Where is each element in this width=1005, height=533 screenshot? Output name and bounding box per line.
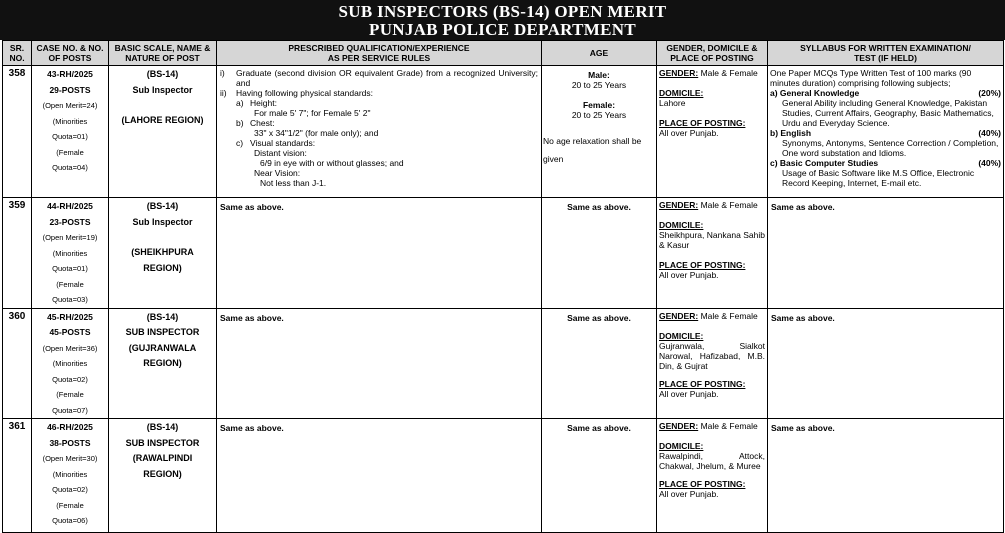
domicile-value: Lahore	[659, 98, 686, 108]
qual-a-key: a)	[236, 98, 244, 108]
header-case: CASE NO. & NO. OF POSTS	[32, 41, 109, 66]
age-female-label: Female:	[582, 100, 616, 110]
posting-value: All over Punjab.	[659, 489, 719, 499]
minorities-label: (Minorities	[52, 248, 88, 258]
qualification-cell: Same as above.	[217, 198, 542, 309]
syllabus-b-title: b) English	[770, 128, 812, 138]
qual-c-distant-value: 6/9 in eye with or without glasses; and	[260, 158, 404, 168]
female-quota: Quota=04)	[52, 163, 88, 172]
sr-no: 360	[3, 308, 32, 419]
header-syllabus-line-2: TEST (IF HELD)	[854, 53, 917, 63]
age-cell: Same as above.	[542, 308, 657, 419]
case-no: 45-RH/2025	[47, 311, 93, 322]
post-name: SUB INSPECTOR	[125, 437, 200, 448]
table-row	[3, 308, 1004, 419]
gender-cell	[657, 198, 768, 309]
open-merit: (Open Merit=19)	[42, 233, 98, 242]
syllabus-c-title: c) Basic Computer Studies	[770, 158, 879, 168]
region: (GUJRANWALA	[128, 342, 197, 353]
gender-label: GENDER:	[659, 421, 699, 431]
qual-b-key: b)	[236, 118, 244, 128]
age-note: No age relaxation shall be given	[543, 136, 642, 164]
case-no: 46-RH/2025	[47, 422, 93, 432]
female-label: (Female	[56, 390, 84, 399]
post-name: Sub Inspector	[132, 216, 193, 227]
header-syllabus	[768, 41, 1004, 66]
qual-c-near-value: Not less than J-1.	[260, 178, 327, 188]
syllabus-a-pct: (20%)	[978, 88, 1001, 98]
qualification-cell: Same as above.	[217, 419, 542, 533]
gender-label: GENDER:	[659, 68, 699, 78]
posting-value: All over Punjab.	[659, 388, 719, 399]
age-female: 20 to 25 Years	[571, 110, 627, 120]
region-suffix: REGION)	[143, 358, 182, 368]
case-no: 43-RH/2025	[47, 69, 93, 79]
qual-i: Graduate (second division OR equivalent Grade) from a recognized University; and	[236, 68, 538, 88]
scale: (BS-14)	[146, 422, 179, 432]
syllabus-b-pct: (40%)	[978, 128, 1001, 138]
minorities-quota: Quota=01)	[52, 132, 88, 141]
syllabus-c-body: Usage of Basic Software like M.S Office, Electronic Record Keeping, Internet, E-mail etc.	[782, 168, 975, 188]
domicile-value: Sheikhpura, Nankana Sahib & Kasur	[659, 230, 765, 250]
region-suffix: REGION)	[143, 468, 182, 479]
gender-cell	[657, 66, 768, 198]
syllabus-intro: One Paper MCQs Type Written Test of 100 marks (90 minutes duration) comprising following subjects;	[770, 68, 972, 88]
qual-ii-key: ii)	[220, 88, 227, 98]
syllabus-c-pct: (40%)	[978, 158, 1001, 168]
title-line-1: SUB INSPECTORS (BS-14) OPEN MERIT	[338, 2, 667, 21]
qual-b-detail: 33" x 34"1/2" (for male only); and	[254, 128, 379, 138]
qual-b: Chest:	[250, 118, 275, 128]
sr-no: 361	[3, 419, 32, 533]
syllabus-cell: Same as above.	[768, 419, 1004, 533]
basic-cell	[109, 419, 217, 533]
open-merit: (Open Merit=24)	[42, 101, 98, 110]
qual-ii: Having following physical standards:	[236, 88, 374, 98]
case-cell	[32, 198, 109, 309]
age-cell: Same as above.	[542, 198, 657, 309]
gender-cell	[657, 308, 768, 419]
syllabus-cell: Same as above.	[768, 198, 1004, 309]
female-label: (Female	[56, 500, 84, 510]
domicile-value: Rawalpindi, Attock, Chakwal, Jhelum, & Muree	[659, 451, 765, 471]
syllabus-cell	[768, 66, 1004, 198]
posts-count: 29-POSTS	[49, 84, 91, 95]
header-syllabus-line-1: SYLLABUS FOR WRITTEN EXAMINATION/	[800, 43, 971, 53]
gender-value: Male & Female	[700, 68, 758, 78]
qual-a: Height:	[250, 98, 277, 108]
scale: (BS-14)	[146, 201, 179, 211]
case-cell	[32, 419, 109, 533]
table-row	[3, 419, 1004, 533]
gender-value: Male & Female	[700, 200, 758, 210]
basic-cell	[109, 198, 217, 309]
header-qualification	[217, 41, 542, 66]
age-cell: Same as above.	[542, 419, 657, 533]
female-quota: Quota=03)	[52, 295, 88, 304]
post-name: Sub Inspector	[132, 84, 193, 95]
domicile-label: DOMICILE:	[659, 441, 704, 451]
posting-label: PLACE OF POSTING:	[659, 479, 746, 489]
minorities-quota: Quota=02)	[52, 374, 88, 384]
region: (RAWALPINDI	[132, 453, 193, 463]
table-row	[3, 198, 1004, 309]
posting-label: PLACE OF POSTING:	[659, 118, 746, 128]
header-row	[3, 41, 1004, 66]
region-suffix: REGION)	[143, 262, 182, 273]
qualification-cell: Same as above.	[217, 308, 542, 419]
posting-label: PLACE OF POSTING:	[659, 260, 746, 270]
qualification-cell	[217, 66, 542, 198]
header-qualification-line-1: PRESCRIBED QUALIFICATION/EXPERIENCE	[288, 43, 470, 53]
posting-value: All over Punjab.	[659, 270, 719, 280]
syllabus-a-title: a) General Knowledge	[770, 88, 860, 98]
header-sr: SR. NO.	[3, 41, 32, 66]
qual-c-distant: Distant vision:	[254, 148, 307, 158]
minorities-label: (Minorities	[52, 116, 88, 126]
domicile-value: Gujranwala, Sialkot Narowal, Hafizabad, M.B. Din, & Gujrat	[659, 340, 765, 371]
age-male-label: Male:	[588, 70, 610, 80]
qual-c: Visual standards:	[250, 138, 316, 148]
case-cell	[32, 66, 109, 198]
sr-no: 359	[3, 198, 32, 309]
region: (LAHORE REGION)	[121, 115, 204, 125]
posts-count: 45-POSTS	[49, 327, 91, 337]
qual-c-near: Near Vision:	[254, 168, 301, 178]
post-name: SUB INSPECTOR	[125, 327, 200, 337]
basic-cell	[109, 66, 217, 198]
posting-value: All over Punjab.	[659, 128, 719, 138]
gender-value: Male & Female	[700, 310, 758, 321]
posts-count: 38-POSTS	[49, 437, 91, 448]
basic-cell	[109, 308, 217, 419]
gender-cell	[657, 419, 768, 533]
minorities-quota: Quota=01)	[52, 264, 88, 273]
header-basic: BASIC SCALE, NAME & NATURE OF POST	[109, 41, 217, 66]
header-age: AGE	[542, 41, 657, 66]
minorities-label: (Minorities	[52, 359, 88, 368]
qual-c-key: c)	[236, 138, 244, 148]
domicile-label: DOMICILE:	[659, 330, 704, 341]
region: (SHEIKHPURA	[131, 247, 194, 257]
female-quota: Quota=07)	[52, 405, 88, 415]
syllabus-b-body: Synonyms, Antonyms, Sentence Correction / Completion, One word substation and Idioms.	[782, 138, 999, 158]
header-gender: GENDER, DOMICILE & PLACE OF POSTING	[657, 41, 768, 66]
posts-count: 23-POSTS	[49, 216, 91, 227]
domicile-label: DOMICILE:	[659, 88, 704, 98]
open-merit: (Open Merit=36)	[42, 343, 98, 353]
age-cell	[542, 66, 657, 198]
domicile-label: DOMICILE:	[659, 220, 704, 230]
gender-value: Male & Female	[700, 421, 758, 431]
scale: (BS-14)	[146, 311, 179, 322]
table-row	[3, 66, 1004, 198]
qual-a-detail: For male 5' 7"; for Female 5' 2"	[254, 108, 371, 118]
female-label: (Female	[56, 147, 84, 157]
header-qualification-line-2: AS PER SERVICE RULES	[327, 53, 431, 63]
posting-label: PLACE OF POSTING:	[659, 378, 746, 389]
age-male: 20 to 25 Years	[571, 80, 627, 90]
title-banner	[0, 0, 1005, 40]
female-quota: Quota=06)	[52, 516, 88, 525]
sr-no: 358	[3, 66, 32, 198]
posts-table	[2, 40, 1004, 533]
case-no: 44-RH/2025	[47, 201, 93, 211]
syllabus-a-body: General Ability including General Knowledge, Pakistan Studies, Current Affairs, Geography, Basic Mathematics, Urdu and Everyday Science.	[782, 98, 994, 128]
gender-label: GENDER:	[659, 310, 699, 321]
scale: (BS-14)	[146, 69, 179, 79]
title-line-2: PUNJAB POLICE DEPARTMENT	[369, 20, 636, 39]
open-merit: (Open Merit=30)	[42, 454, 98, 463]
minorities-label: (Minorities	[52, 469, 88, 479]
syllabus-cell: Same as above.	[768, 308, 1004, 419]
case-cell	[32, 308, 109, 419]
gender-label: GENDER:	[659, 200, 699, 210]
qual-i-key: i)	[220, 68, 225, 78]
female-label: (Female	[56, 279, 84, 289]
minorities-quota: Quota=02)	[52, 485, 88, 494]
